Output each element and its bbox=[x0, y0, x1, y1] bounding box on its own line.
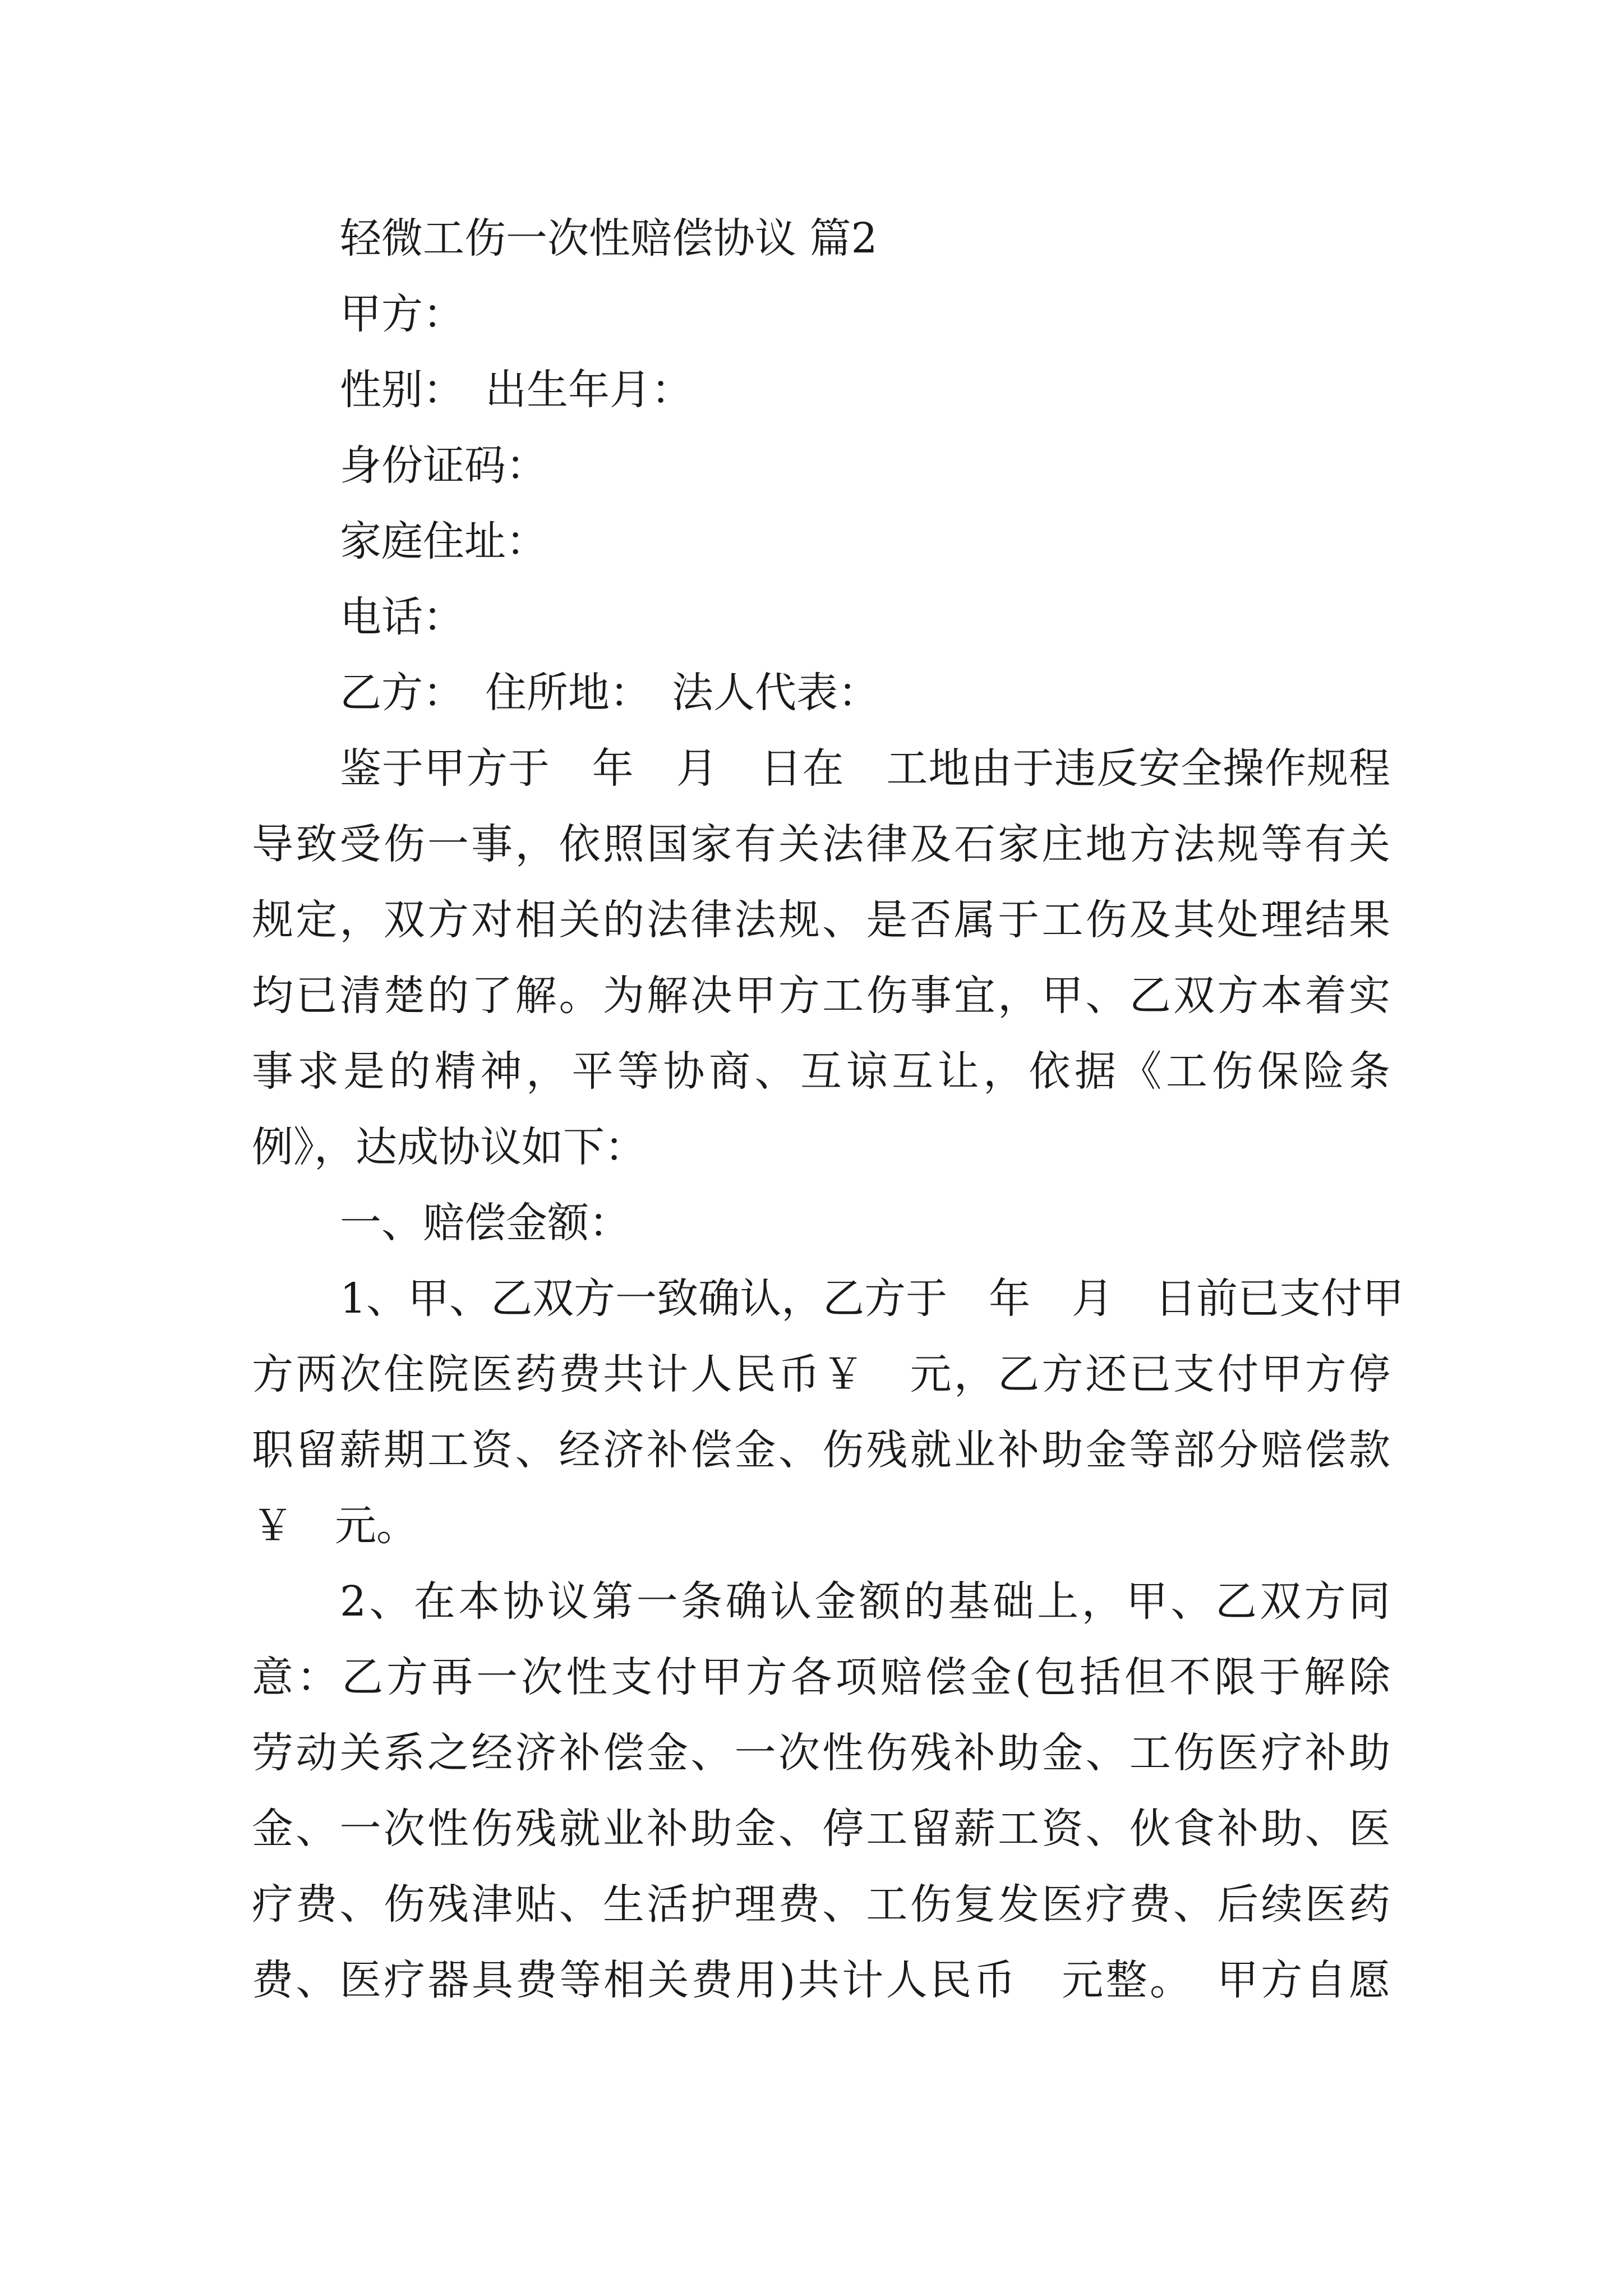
clause-2-line: 疗费、伤残津贴、生活护理费、工伤复发医疗费、后续医药 bbox=[252, 1880, 1390, 1929]
party-a-field: 甲方： bbox=[340, 290, 464, 338]
clause-2-line: 2、在本协议第一条确认金额的基础上，甲、乙双方同 bbox=[340, 1577, 1390, 1626]
clause-1-line: 方两次住院医药费共计人民币￥ 元，乙方还已支付甲方停 bbox=[252, 1350, 1390, 1398]
preamble-line: 规定，双方对相关的法律法规、是否属于工伤及其处理结果 bbox=[252, 896, 1390, 944]
clause-1-line: 1、甲、乙双方一致确认，乙方于 年 月 日前已支付甲 bbox=[340, 1274, 1404, 1323]
clause-1-line: ￥ 元。 bbox=[252, 1502, 418, 1550]
document-title: 轻微工伤一次性赔偿协议 篇2 bbox=[340, 214, 878, 263]
preamble-line: 导致受伤一事，依照国家有关法律及石家庄地方法规等有关 bbox=[252, 820, 1390, 868]
gender-birth-field: 性别： 出生年月： bbox=[340, 366, 693, 414]
clause-2-line: 金、一次性伤残就业补助金、停工留薪工资、伙食补助、医 bbox=[252, 1805, 1390, 1853]
clause-1-line: 职留薪期工资、经济补偿金、伤残就业补助金等部分赔偿款 bbox=[252, 1426, 1390, 1474]
clause-2-line: 劳动关系之经济补偿金、一次性伤残补助金、工伤医疗补助 bbox=[252, 1729, 1390, 1777]
preamble-line: 鉴于甲方于 年 月 日在 工地由于违反安全操作规程 bbox=[340, 744, 1390, 793]
section-heading: 一、赔偿金额： bbox=[340, 1199, 630, 1247]
clause-2-line: 费、医疗器具费等相关费用)共计人民币 元整。 甲方自愿 bbox=[252, 1956, 1390, 2004]
id-number-field: 身份证码： bbox=[340, 441, 547, 490]
clause-2-line: 意：乙方再一次性支付甲方各项赔偿金(包括但不限于解除 bbox=[252, 1653, 1390, 1701]
party-b-field: 乙方： 住所地： 法人代表： bbox=[340, 669, 879, 717]
phone-field: 电话： bbox=[340, 593, 464, 641]
preamble-line: 事求是的精神，平等协商、互谅互让，依据《工伤保险条 bbox=[252, 1047, 1390, 1096]
preamble-line: 例》，达成协议如下： bbox=[252, 1123, 646, 1171]
preamble-line: 均已清楚的了解。为解决甲方工伤事宜，甲、乙双方本着实 bbox=[252, 972, 1390, 1020]
home-address-field: 家庭住址： bbox=[340, 517, 547, 565]
